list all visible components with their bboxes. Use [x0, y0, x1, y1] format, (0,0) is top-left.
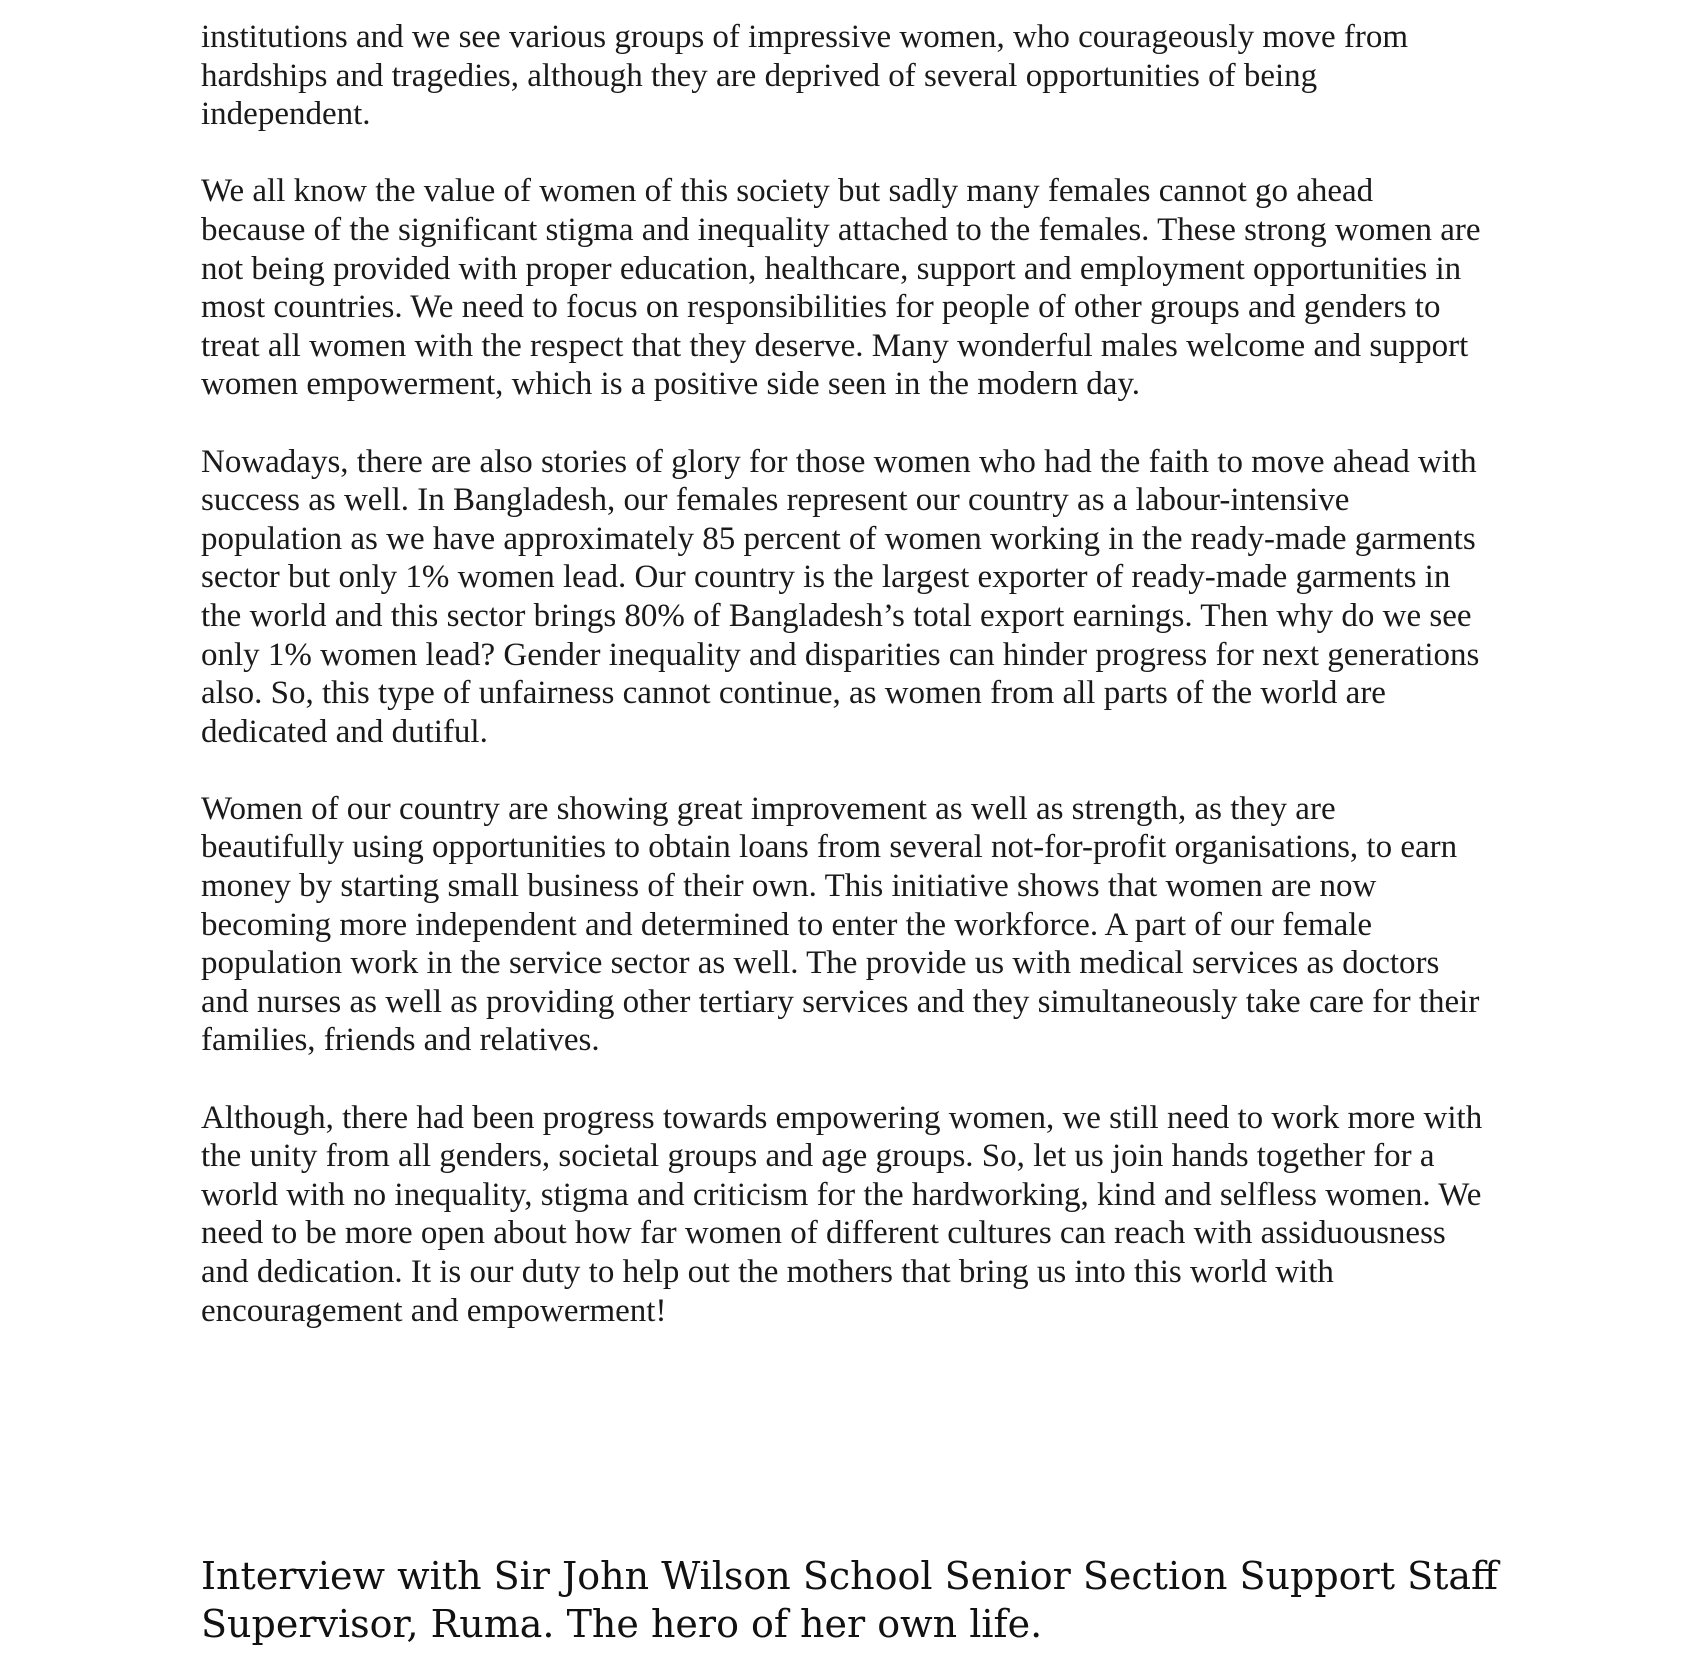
article-body [201, 18, 1511, 1369]
article-paragraph: Although, there had been progress towards empowering women, we still need to work more with the unity from all genders, societal groups and age groups. So, let us join hands together for a world with no inequality, stigma and criticism for the hardworking, kind and selfless women. We need to be more open about how far women of different cultures can reach with assiduousness and dedication. It is our duty to help out the mothers that bring us into this world with encouragement and empowerment! [201, 1099, 1483, 1329]
article-paragraph: institutions and we see various groups of impressive women, who courageously move from hardships and tragedies, although they are deprived of several opportunities of being independent. [201, 19, 1409, 133]
article-paragraph: We all know the value of women of this society but sadly many females cannot go ahead because of the significant stigma and inequality attached to the females. These strong women are not being provided with proper education, healthcare, support and employment opportunities in most countries. We need to focus on responsibilities for people of other groups and genders to treat all women with the respect that they deserve. Many wonderful males welcome and support women empowerment, which is a positive side seen in the modern day. [201, 173, 1481, 403]
interview-heading: Interview with Sir John Wilson School Senior Section Support Staff Supervisor, Ruma. The hero of her own life. [201, 1554, 1499, 1646]
article-paragraph: Women of our country are showing great improvement as well as strength, as they are beautifully using opportunities to obtain loans from several not-for-profit organisations, to earn money by starting small business of their own. This initiative shows that women are now becoming more independent and determined to enter the workforce. A part of our female population work in the service sector as well. The provide us with medical services as doctors and nurses as well as providing other tertiary services and they simultaneously take care for their families, friends and relatives. [201, 790, 1480, 1059]
article-paragraph: Nowadays, there are also stories of glory for those women who had the faith to move ahead with success as well. In Bangladesh, our females represent our country as a labour-intensive population as we have approximately 85 percent of women working in the ready-made garments sector but only 1% women lead. Our country is the largest exporter of ready-made garments in the world and this sector brings 80% of Bangladesh’s total export earnings. Then why do we see only 1% women lead? Gender inequality and disparities can hinder progress for next generations also. So, this type of unfairness cannot continue, as women from all parts of the world are dedicated and dutiful. [201, 443, 1480, 750]
